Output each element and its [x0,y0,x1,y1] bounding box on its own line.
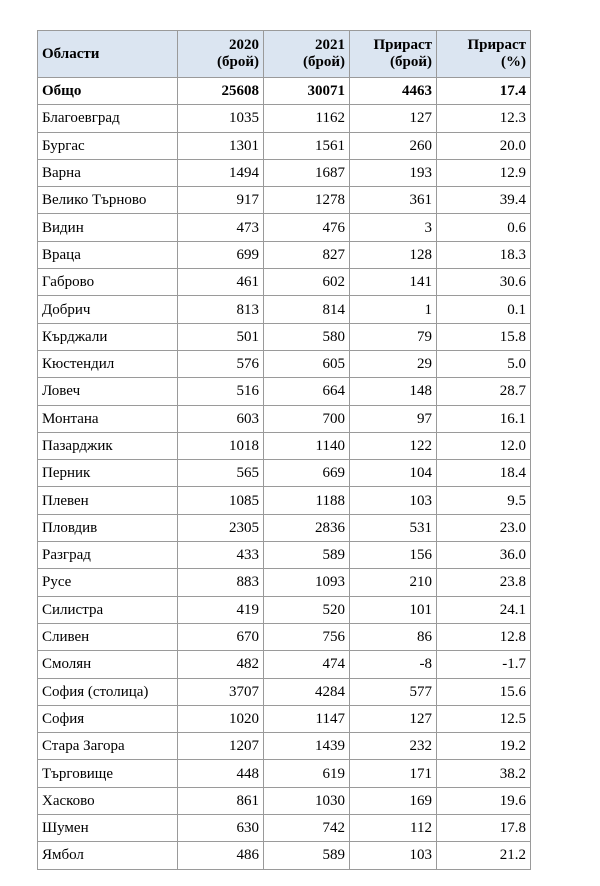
header-growth-pct [437,31,531,78]
region-growth: 1 [350,296,437,323]
total-name: Общо [38,78,178,105]
region-growth: 29 [350,350,437,377]
region-growth: 97 [350,405,437,432]
region-growth-pct: 12.3 [437,105,531,132]
table-header [38,31,531,78]
region-growth: 128 [350,241,437,268]
region-growth-pct: 12.0 [437,432,531,459]
region-2021: 1188 [264,487,350,514]
region-2020: 1207 [178,733,264,760]
region-2021: 589 [264,842,350,869]
region-growth: -8 [350,651,437,678]
region-growth: 3 [350,214,437,241]
region-2021: 1687 [264,159,350,186]
region-growth: 577 [350,678,437,705]
table-row [38,378,531,405]
region-growth: 156 [350,542,437,569]
region-growth-pct: 23.8 [437,569,531,596]
region-2020: 482 [178,651,264,678]
region-2020: 565 [178,460,264,487]
region-growth-pct: 39.4 [437,187,531,214]
table-row [38,241,531,268]
region-2021: 1561 [264,132,350,159]
header-2021 [264,31,350,78]
region-growth: 103 [350,842,437,869]
table-row [38,760,531,787]
region-name: Видин [38,214,178,241]
region-name: Разград [38,542,178,569]
region-2020: 419 [178,596,264,623]
table-row [38,105,531,132]
region-2021: 589 [264,542,350,569]
region-growth-pct: 9.5 [437,487,531,514]
region-2021: 605 [264,350,350,377]
region-growth-pct: 15.6 [437,678,531,705]
region-growth-pct: 30.6 [437,269,531,296]
region-2021: 1140 [264,432,350,459]
region-growth-pct: 36.0 [437,542,531,569]
region-growth-pct: 18.3 [437,241,531,268]
region-growth-pct: -1.7 [437,651,531,678]
total-2020: 25608 [178,78,264,105]
region-growth-pct: 12.9 [437,159,531,186]
header-growth-count-line1: Прираст [373,37,432,53]
table-row [38,432,531,459]
region-growth: 112 [350,815,437,842]
table-row [38,678,531,705]
header-growth-count-line2: (брой) [390,54,432,70]
region-2020: 448 [178,760,264,787]
table-row [38,214,531,241]
header-growth-pct-line2: (%) [501,54,526,70]
region-growth: 210 [350,569,437,596]
header-2021-line2: (брой) [303,54,345,70]
region-growth: 127 [350,105,437,132]
region-growth-pct: 0.6 [437,214,531,241]
table-row [38,132,531,159]
region-name: Смолян [38,651,178,678]
region-2020: 1018 [178,432,264,459]
region-2021: 1030 [264,787,350,814]
region-growth-pct: 12.8 [437,623,531,650]
region-2021: 1278 [264,187,350,214]
region-growth-pct: 5.0 [437,350,531,377]
region-2020: 861 [178,787,264,814]
table-row [38,296,531,323]
region-name: Хасково [38,787,178,814]
total-row [38,78,531,105]
region-growth-pct: 15.8 [437,323,531,350]
table-row [38,787,531,814]
table-row [38,569,531,596]
header-2020 [178,31,264,78]
region-2021: 4284 [264,678,350,705]
table-row [38,842,531,869]
region-2021: 476 [264,214,350,241]
region-name: Благоевград [38,105,178,132]
table-row [38,269,531,296]
region-name: Варна [38,159,178,186]
region-growth-pct: 23.0 [437,514,531,541]
region-2020: 630 [178,815,264,842]
total-2021: 30071 [264,78,350,105]
region-2020: 516 [178,378,264,405]
region-name: Русе [38,569,178,596]
table-row [38,405,531,432]
total-growth: 4463 [350,78,437,105]
region-2020: 501 [178,323,264,350]
region-2020: 883 [178,569,264,596]
region-2021: 1162 [264,105,350,132]
region-2020: 917 [178,187,264,214]
header-2021-line1: 2021 [315,37,345,53]
region-name: Велико Търново [38,187,178,214]
table-row [38,596,531,623]
header-regions-label: Области [42,46,100,62]
region-2020: 1020 [178,705,264,732]
region-2021: 664 [264,378,350,405]
region-2021: 474 [264,651,350,678]
region-2021: 1147 [264,705,350,732]
region-growth: 103 [350,487,437,514]
region-2020: 603 [178,405,264,432]
table-row [38,651,531,678]
region-growth: 127 [350,705,437,732]
region-2021: 814 [264,296,350,323]
region-growth: 104 [350,460,437,487]
region-2020: 1301 [178,132,264,159]
region-growth: 79 [350,323,437,350]
region-name: София (столица) [38,678,178,705]
table-row [38,350,531,377]
region-name: Добрич [38,296,178,323]
regions-table [37,30,531,870]
region-name: Пазарджик [38,432,178,459]
region-growth: 148 [350,378,437,405]
header-regions [38,31,178,78]
region-2020: 1035 [178,105,264,132]
header-row [38,31,531,78]
region-growth-pct: 38.2 [437,760,531,787]
table-row [38,187,531,214]
region-name: Кюстендил [38,350,178,377]
region-growth-pct: 19.6 [437,787,531,814]
table-body [38,78,531,870]
header-growth-count [350,31,437,78]
region-name: Монтана [38,405,178,432]
region-2020: 461 [178,269,264,296]
region-growth-pct: 24.1 [437,596,531,623]
region-growth-pct: 16.1 [437,405,531,432]
region-growth: 260 [350,132,437,159]
region-2021: 619 [264,760,350,787]
table-row [38,733,531,760]
region-name: Враца [38,241,178,268]
region-growth-pct: 21.2 [437,842,531,869]
header-growth-pct-line1: Прираст [467,37,526,53]
region-2020: 699 [178,241,264,268]
region-name: Перник [38,460,178,487]
region-name: Плевен [38,487,178,514]
total-growth-pct: 17.4 [437,78,531,105]
region-growth: 122 [350,432,437,459]
region-name: Бургас [38,132,178,159]
table-row [38,159,531,186]
region-growth-pct: 17.8 [437,815,531,842]
region-2021: 669 [264,460,350,487]
region-growth-pct: 18.4 [437,460,531,487]
region-growth: 86 [350,623,437,650]
header-2020-line2: (брой) [217,54,259,70]
region-name: София [38,705,178,732]
region-2021: 756 [264,623,350,650]
region-growth-pct: 19.2 [437,733,531,760]
table-row [38,542,531,569]
region-name: Стара Загора [38,733,178,760]
region-growth-pct: 0.1 [437,296,531,323]
region-name: Пловдив [38,514,178,541]
region-name: Шумен [38,815,178,842]
region-name: Габрово [38,269,178,296]
region-name: Силистра [38,596,178,623]
region-2020: 1494 [178,159,264,186]
region-2020: 670 [178,623,264,650]
region-2021: 742 [264,815,350,842]
region-2021: 580 [264,323,350,350]
table-row [38,705,531,732]
region-2020: 473 [178,214,264,241]
region-growth-pct: 28.7 [437,378,531,405]
region-2021: 1093 [264,569,350,596]
region-growth: 169 [350,787,437,814]
region-name: Ямбол [38,842,178,869]
region-2021: 827 [264,241,350,268]
region-name: Търговище [38,760,178,787]
region-growth: 531 [350,514,437,541]
region-name: Сливен [38,623,178,650]
table-row [38,323,531,350]
region-2021: 700 [264,405,350,432]
region-name: Кърджали [38,323,178,350]
table-row [38,514,531,541]
table-row [38,815,531,842]
region-2021: 520 [264,596,350,623]
region-2020: 3707 [178,678,264,705]
table-row [38,460,531,487]
region-growth-pct: 20.0 [437,132,531,159]
region-growth: 171 [350,760,437,787]
region-growth: 141 [350,269,437,296]
region-2020: 2305 [178,514,264,541]
region-2021: 1439 [264,733,350,760]
table-row [38,487,531,514]
table-row [38,623,531,650]
region-growth: 193 [350,159,437,186]
region-2020: 1085 [178,487,264,514]
region-2020: 486 [178,842,264,869]
region-2020: 433 [178,542,264,569]
region-2020: 813 [178,296,264,323]
region-2021: 602 [264,269,350,296]
region-name: Ловеч [38,378,178,405]
region-2020: 576 [178,350,264,377]
region-growth-pct: 12.5 [437,705,531,732]
region-2021: 2836 [264,514,350,541]
header-2020-line1: 2020 [229,37,259,53]
region-growth: 361 [350,187,437,214]
region-growth: 232 [350,733,437,760]
region-growth: 101 [350,596,437,623]
